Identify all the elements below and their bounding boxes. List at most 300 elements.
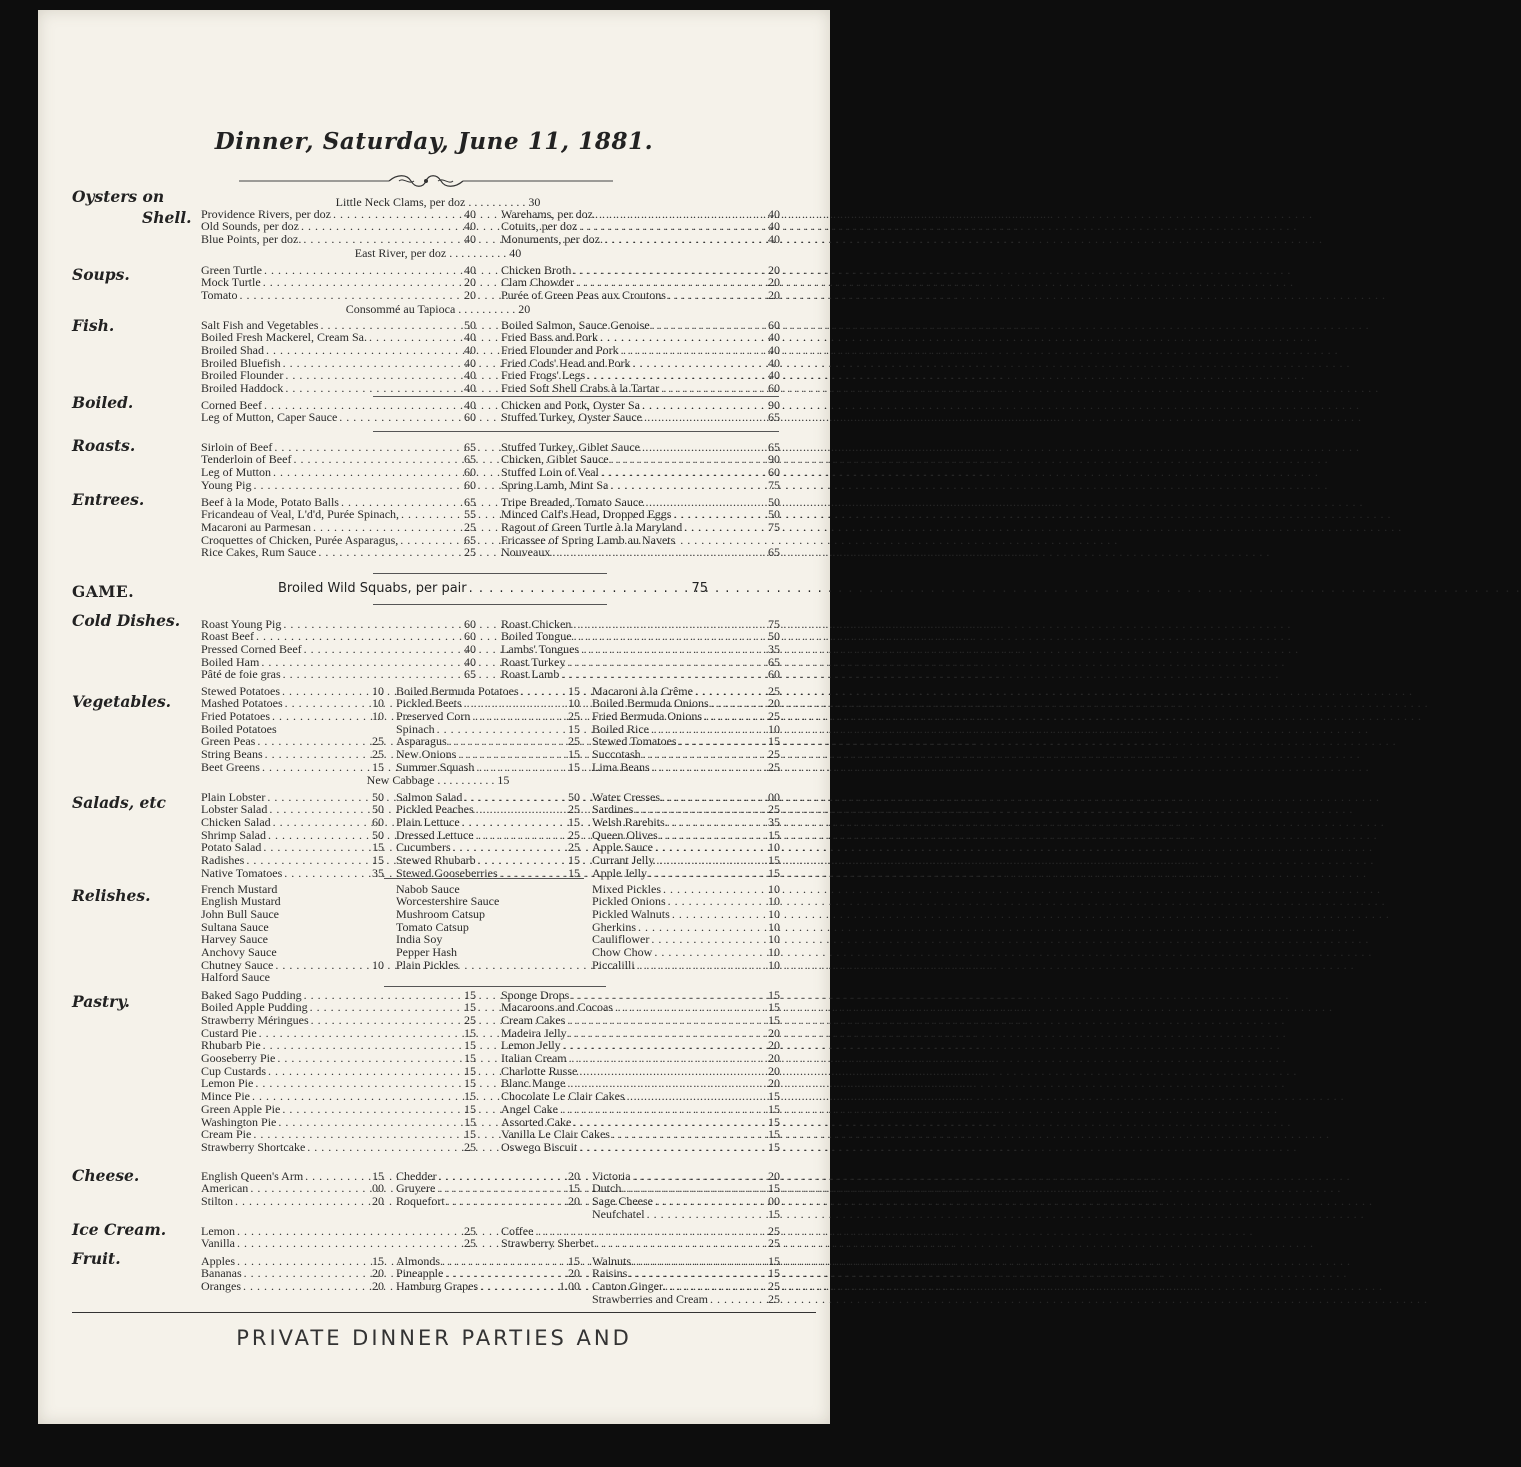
menu-item-row (396, 946, 580, 959)
section-rule (373, 431, 779, 432)
dot-leader (666, 895, 766, 907)
menu-item-row (201, 546, 476, 559)
menu-item-price: 90 (768, 452, 780, 467)
menu-item-row (201, 760, 384, 773)
menu-item-name: Gherkins (592, 919, 636, 934)
menu-item-price: 40 (464, 381, 476, 396)
menu-item-price: 20 (768, 275, 780, 290)
menu-item-price: 00 (768, 789, 780, 804)
menu-item-name: Lobster Salad (201, 802, 268, 817)
menu-item-name: Blue Points, per doz. (201, 231, 302, 246)
menu-item-price: 15 (568, 814, 580, 829)
dot-leader (451, 841, 566, 853)
dot-leader (261, 841, 370, 853)
dot-leader (565, 1014, 766, 1026)
menu-item-row (501, 318, 780, 331)
menu-item-row (201, 866, 384, 879)
menu-item-name: Pickled Beets (396, 696, 462, 711)
menu-item-row (592, 841, 780, 854)
section-heading-ice-cream: Ice Cream. (72, 1220, 167, 1239)
menu-item-price: 50 (768, 629, 780, 644)
dot-leader (259, 656, 462, 668)
dot-leader (558, 1103, 766, 1115)
menu-item-price: 40 (464, 330, 476, 345)
menu-item-price: 25 (568, 802, 580, 817)
menu-item-row (201, 1128, 476, 1141)
dot-leader (460, 816, 566, 828)
featured-item-line (198, 302, 678, 317)
menu-item-price: 20 (768, 1168, 780, 1183)
menu-item-name: Pâté de foie gras (201, 667, 281, 682)
menu-item-row (201, 630, 476, 643)
menu-item-row (501, 411, 780, 424)
menu-item-name: Boiled Rice (592, 721, 649, 736)
menu-item-name: Chedder (396, 1168, 437, 1183)
menu-item-price: 20 (768, 1076, 780, 1091)
menu-item-name: Almonds (396, 1253, 441, 1268)
menu-item-price: 55 (464, 507, 476, 522)
dot-leader (244, 854, 370, 866)
dot-leader (262, 264, 462, 276)
menu-item-row (201, 1169, 384, 1182)
menu-item-row (501, 1115, 780, 1128)
menu-item-name: Pineapple (396, 1266, 444, 1281)
menu-item-price: 10 (768, 840, 780, 855)
dot-leader (311, 521, 462, 533)
section-heading-boiled: Boiled. (72, 393, 134, 412)
menu-item-row (201, 318, 476, 331)
menu-item-row (501, 1237, 780, 1250)
menu-item-name: Fried Soft Shell Crabs à la Tartar (501, 381, 660, 396)
menu-item-price: 60 (464, 616, 476, 631)
menu-item-name: Stewed Gooseberries (396, 865, 498, 880)
menu-item-row (201, 1254, 384, 1267)
menu-item-name: Purée of Green Peas aux Croutons (501, 287, 666, 302)
menu-item-row (396, 684, 580, 697)
menu-item-row (201, 398, 476, 411)
menu-item-name: Strawberries and Cream (592, 1291, 708, 1306)
menu-item-price: 60 (464, 410, 476, 425)
menu-item-row (501, 440, 780, 453)
menu-item-name: Green Peas (201, 734, 256, 749)
menu-item-row (396, 841, 580, 854)
dot-leader (571, 618, 766, 630)
menu-item-row (201, 1013, 476, 1026)
menu-item-row (501, 617, 780, 630)
dot-leader (569, 989, 766, 1001)
menu-item-price: 65 (464, 439, 476, 454)
menu-item-name: Consommé au Tapioca (345, 302, 456, 316)
menu-item-name: Macaroni à la Crême (592, 683, 693, 698)
menu-item-row (396, 790, 580, 803)
menu-item-price: 25 (568, 734, 580, 749)
dot-leader (265, 791, 370, 803)
menu-item-row (592, 1292, 780, 1305)
menu-item-name: Monuments, per doz. (501, 231, 603, 246)
menu-item-price: 25 (768, 708, 780, 723)
dot-leader (671, 508, 766, 520)
menu-item-name: Succotash (592, 747, 641, 762)
menu-item-price: 40 (768, 206, 780, 221)
dot-leader (241, 1280, 370, 1292)
menu-item-row (592, 803, 780, 816)
menu-item-name: Warehams, per doz (501, 206, 593, 221)
menu-item-name: Roast Beef (201, 629, 254, 644)
menu-item-row (201, 684, 384, 697)
dot-leader (625, 1090, 766, 1102)
dot-leader (627, 1267, 766, 1279)
menu-item-row (201, 748, 384, 761)
menu-item-name: Chow Chow (592, 945, 653, 960)
menu-item-price: 40 (464, 355, 476, 370)
menu-item-row (501, 630, 780, 643)
menu-item-name: Plain Lettuce (396, 814, 460, 829)
menu-item-name: Stilton (201, 1193, 234, 1208)
menu-item-name: Chicken Broth (501, 262, 572, 277)
menu-item-name: Macaroons and Cocoas (501, 1000, 613, 1015)
dot-leader (281, 357, 462, 369)
menu-item-name: Halford Sauce (201, 970, 270, 985)
dot-leader (647, 867, 766, 879)
dot-leader (630, 357, 766, 369)
menu-item-name: Cotuits, per doz (501, 219, 578, 234)
menu-item-price: 15 (464, 1000, 476, 1015)
menu-item-price: 10 (372, 696, 384, 711)
dot-leader (281, 618, 462, 630)
menu-item-name: Stewed Rhubarb (396, 853, 476, 868)
menu-item-price: 10 (372, 957, 384, 972)
dot-leader (633, 803, 766, 815)
menu-item-row (396, 866, 580, 879)
menu-item-name: Chicken and Pork, Oyster Sa (501, 397, 640, 412)
menu-item-price: 40 (464, 368, 476, 383)
menu-item-name: Pressed Corned Beef (201, 641, 302, 656)
menu-item-row (396, 854, 580, 867)
menu-item-price: 15 (464, 1114, 476, 1129)
menu-item-name: Young Pig (201, 477, 252, 492)
dot-leader (316, 546, 462, 558)
dot-leader (613, 1001, 766, 1013)
menu-item-name: Broiled Flounder (201, 368, 284, 383)
menu-item-price: 60 (372, 814, 384, 829)
footer-text: PRIVATE DINNER PARTIES AND (236, 1326, 632, 1350)
menu-item-row (201, 495, 476, 508)
dot-leader (255, 735, 370, 747)
dot-leader (476, 854, 566, 866)
section-rule (373, 604, 607, 605)
menu-item-name: Native Tomatoes (201, 865, 283, 880)
menu-item-row (201, 709, 384, 722)
menu-item-name: Harvey Sauce (201, 932, 268, 947)
dot-leader (398, 534, 462, 546)
menu-item-name: Cucumbers (396, 840, 451, 855)
menu-item-name: Boiled Bermuda Onions (592, 696, 709, 711)
menu-item-price: 75 (691, 581, 708, 596)
menu-item-row (501, 1102, 780, 1115)
menu-item-price: 15 (464, 1025, 476, 1040)
menu-item-name: Canton Ginger (592, 1278, 663, 1293)
dot-leader (550, 546, 766, 558)
menu-item-row (201, 1077, 476, 1090)
menu-item-name: Sponge Drops (501, 987, 570, 1002)
dot-leader (574, 276, 766, 288)
dot-leader (275, 1052, 462, 1064)
menu-item-row (201, 465, 476, 478)
menu-item-price: 25 (464, 1012, 476, 1027)
menu-item-row (201, 907, 384, 920)
menu-item-row (592, 709, 780, 722)
menu-item-name: Boiled Potatoes (201, 721, 277, 736)
menu-item-row (592, 815, 780, 828)
menu-item-name: Stewed Potatoes (201, 683, 280, 698)
menu-item-price: 15 (768, 1089, 780, 1104)
menu-item-price: 40 (768, 231, 780, 246)
menu-item-name: Mushroom Catsup (396, 906, 486, 921)
dot-leader (636, 921, 766, 933)
dot-leader (462, 791, 566, 803)
menu-item-price: 40 (464, 262, 476, 277)
menu-item-name: Spinach (396, 721, 435, 736)
menu-item-row (592, 1279, 780, 1292)
dot-leader (631, 1170, 766, 1182)
menu-item-name: Salt Fish and Vegetables (201, 317, 319, 332)
dot-leader (270, 710, 370, 722)
dot-leader (666, 289, 766, 301)
dot-leader (462, 697, 566, 709)
menu-item-price: 15 (372, 840, 384, 855)
dot-leader (367, 331, 462, 343)
dot-leader (608, 479, 766, 491)
menu-item-name: Leg of Mutton (201, 464, 271, 479)
menu-item-name: Shrimp Salad (201, 827, 266, 842)
section-rule (384, 986, 606, 987)
menu-item-price: 15 (768, 865, 780, 880)
menu-item-name: Charlotte Russe (501, 1063, 578, 1078)
menu-item-name: Fried Frogs' Legs (501, 368, 586, 383)
dot-leader (572, 630, 766, 642)
menu-item-price: 35 (372, 865, 384, 880)
menu-item-row (201, 1115, 476, 1128)
menu-item-row (501, 1013, 780, 1026)
dot-leader (635, 959, 766, 971)
menu-item-row (501, 369, 780, 382)
menu-item-row (501, 1224, 780, 1237)
menu-item-price: 10 (768, 957, 780, 972)
menu-item-name: Macaroni au Parmesan (201, 519, 311, 534)
dot-leader (253, 1077, 462, 1089)
dot-leader (645, 1208, 766, 1220)
menu-item-price: 40 (464, 206, 476, 221)
dot-leader (250, 1090, 462, 1102)
menu-item-name: Lemon (201, 1223, 235, 1238)
menu-item-name: Raisins (592, 1266, 628, 1281)
menu-item-price: 65 (464, 667, 476, 682)
dot-leader (577, 1065, 766, 1077)
dot-leader (271, 466, 462, 478)
menu-item-name: Sage Cheese (592, 1193, 653, 1208)
menu-item-price: 20 (568, 1168, 580, 1183)
menu-item-name: Mashed Potatoes (201, 696, 283, 711)
dot-leader (665, 816, 766, 828)
menu-item-row (201, 1039, 476, 1052)
menu-item-row (201, 276, 476, 289)
menu-item-name: Providence Rivers, per doz (201, 206, 331, 221)
menu-item-row (201, 411, 476, 424)
menu-item-price: 1.00 (559, 1278, 580, 1293)
menu-item-row (592, 1182, 780, 1195)
menu-item-price: 20 (372, 1193, 384, 1208)
dot-leader (571, 264, 766, 276)
menu-item-price: 15 (768, 827, 780, 842)
menu-item-name: Pickled Walnuts (592, 906, 670, 921)
dot-leader (585, 369, 766, 381)
menu-item-row (501, 655, 780, 668)
menu-item-row (396, 882, 580, 895)
dot-leader (658, 829, 766, 841)
menu-item-row (592, 933, 780, 946)
dot-leader (235, 1255, 370, 1267)
menu-item-price: 20 (568, 1266, 580, 1281)
menu-item-price: 15 (568, 865, 580, 880)
dot-leader (640, 399, 766, 411)
menu-item-price: 20 (464, 287, 476, 302)
menu-item-name: Ragout of Green Turtle à la Maryland (501, 519, 683, 534)
menu-item-name: Radishes (201, 853, 245, 868)
menu-item-row (201, 642, 476, 655)
menu-item-row (201, 655, 476, 668)
menu-item-price: 15 (768, 1181, 780, 1196)
menu-item-row (501, 207, 780, 220)
menu-item-row (501, 465, 780, 478)
dot-leader (251, 1128, 462, 1140)
section-heading-soups: Soups. (72, 265, 130, 284)
dot-leader (257, 1027, 462, 1039)
section-heading-relishes: Relishes. (72, 886, 151, 905)
menu-item-price: 15 (768, 1266, 780, 1281)
menu-item-price: 40 (464, 342, 476, 357)
dot-leader (593, 208, 766, 220)
menu-item-name: Rhubarb Pie (201, 1038, 261, 1053)
menu-item-name: Leg of Mutton, Caper Sauce (201, 410, 338, 425)
menu-item-row (396, 735, 580, 748)
menu-item-row (592, 920, 780, 933)
menu-item-price: 10 (768, 881, 780, 896)
dot-leader (264, 344, 462, 356)
menu-item-name: Stuffed Turkey, Oyster Sauce (501, 410, 642, 425)
menu-item-name: East River, per doz (354, 246, 447, 260)
menu-item-name: Boiled Bermuda Potatoes (396, 683, 519, 698)
menu-item-name: Cauliflower (592, 932, 650, 947)
dot-leader (238, 289, 463, 301)
menu-item-row (396, 697, 580, 710)
dot-leader (435, 723, 566, 735)
menu-item-name: Preserved Corn (396, 708, 471, 723)
dot-leader (577, 1141, 766, 1153)
menu-item-name: Broiled Bluefish (201, 355, 281, 370)
menu-item-price: 15 (768, 734, 780, 749)
dot-leader (603, 233, 766, 245)
menu-item-name: Angel Cake (501, 1101, 558, 1116)
menu-item-name: Boiled Apple Pudding (201, 1000, 308, 1015)
menu-item-row (396, 1267, 580, 1280)
menu-item-price: 10 (768, 721, 780, 736)
menu-item-row (201, 533, 476, 546)
menu-item-price: 20 (768, 1038, 780, 1053)
menu-item-name: Beet Greens (201, 759, 260, 774)
dot-leader (242, 1267, 370, 1279)
menu-item-name: Victoria (592, 1168, 631, 1183)
menu-item-row (592, 958, 780, 971)
menu-item-price: 15 (464, 1051, 476, 1066)
dot-leader (299, 220, 462, 232)
menu-item-name: Apple Sauce (592, 840, 653, 855)
menu-item-row (201, 1182, 384, 1195)
menu-item-price: 15 (568, 747, 580, 762)
menu-item-row (592, 1267, 780, 1280)
menu-item-name: Coffee (501, 1223, 534, 1238)
menu-item-name: Vanilla (201, 1236, 235, 1251)
dot-leader (650, 761, 766, 773)
menu-item-row (201, 207, 476, 220)
menu-item-price: 60 (464, 629, 476, 644)
dot-leader (533, 1225, 766, 1237)
menu-item-price: 40 (464, 219, 476, 234)
menu-item-name: Roast Young Pig (201, 616, 282, 631)
menu-item-name: Green Apple Pie (201, 1101, 281, 1116)
dot-leader (642, 411, 766, 423)
menu-item-row (592, 907, 780, 920)
menu-item-price: 15 (768, 1101, 780, 1116)
dot-leader (301, 233, 462, 245)
section-rule (373, 396, 779, 397)
menu-item-row (501, 520, 780, 533)
menu-item-name: Fried Bermuda Onions (592, 708, 702, 723)
menu-item-price: 00 (372, 1181, 384, 1196)
menu-item-row (201, 933, 384, 946)
dot-leader (283, 697, 370, 709)
menu-item-row (201, 841, 384, 854)
menu-item-row (201, 854, 384, 867)
menu-item-name: Cream Cakes (501, 1012, 566, 1027)
menu-item-row (396, 709, 580, 722)
menu-item-name: Lemon Jelly (501, 1038, 561, 1053)
menu-item-name: Lima Beans (592, 759, 650, 774)
menu-item-name: Broiled Haddock (201, 381, 284, 396)
dot-leader (235, 1225, 462, 1237)
menu-item-price: 25 (768, 1278, 780, 1293)
menu-item-row (592, 882, 780, 895)
dot-leader (437, 1170, 566, 1182)
dot-leader (283, 382, 462, 394)
menu-item-name: Water Cresses (592, 789, 661, 804)
menu-item-name: Fried Bass and Pork (501, 330, 598, 345)
dot-leader (641, 748, 766, 760)
menu-item-name: Broiled Wild Squabs, per pair (278, 581, 467, 596)
menu-item-row (201, 895, 384, 908)
menu-item-price: 15 (372, 1168, 384, 1183)
menu-item-name: New Onions (396, 747, 457, 762)
menu-item-row (201, 971, 384, 984)
menu-item-name: Fried Cods' Head and Pork (501, 355, 631, 370)
featured-item-line (198, 246, 678, 261)
menu-item-row (396, 1194, 580, 1207)
dot-leader (579, 643, 766, 655)
menu-item-name: Green Turtle (201, 262, 262, 277)
menu-item-price: 20 (768, 1051, 780, 1066)
menu-item-price: 25 (768, 1236, 780, 1251)
menu-item-price: 25 (768, 683, 780, 698)
dot-leader (561, 1039, 766, 1051)
